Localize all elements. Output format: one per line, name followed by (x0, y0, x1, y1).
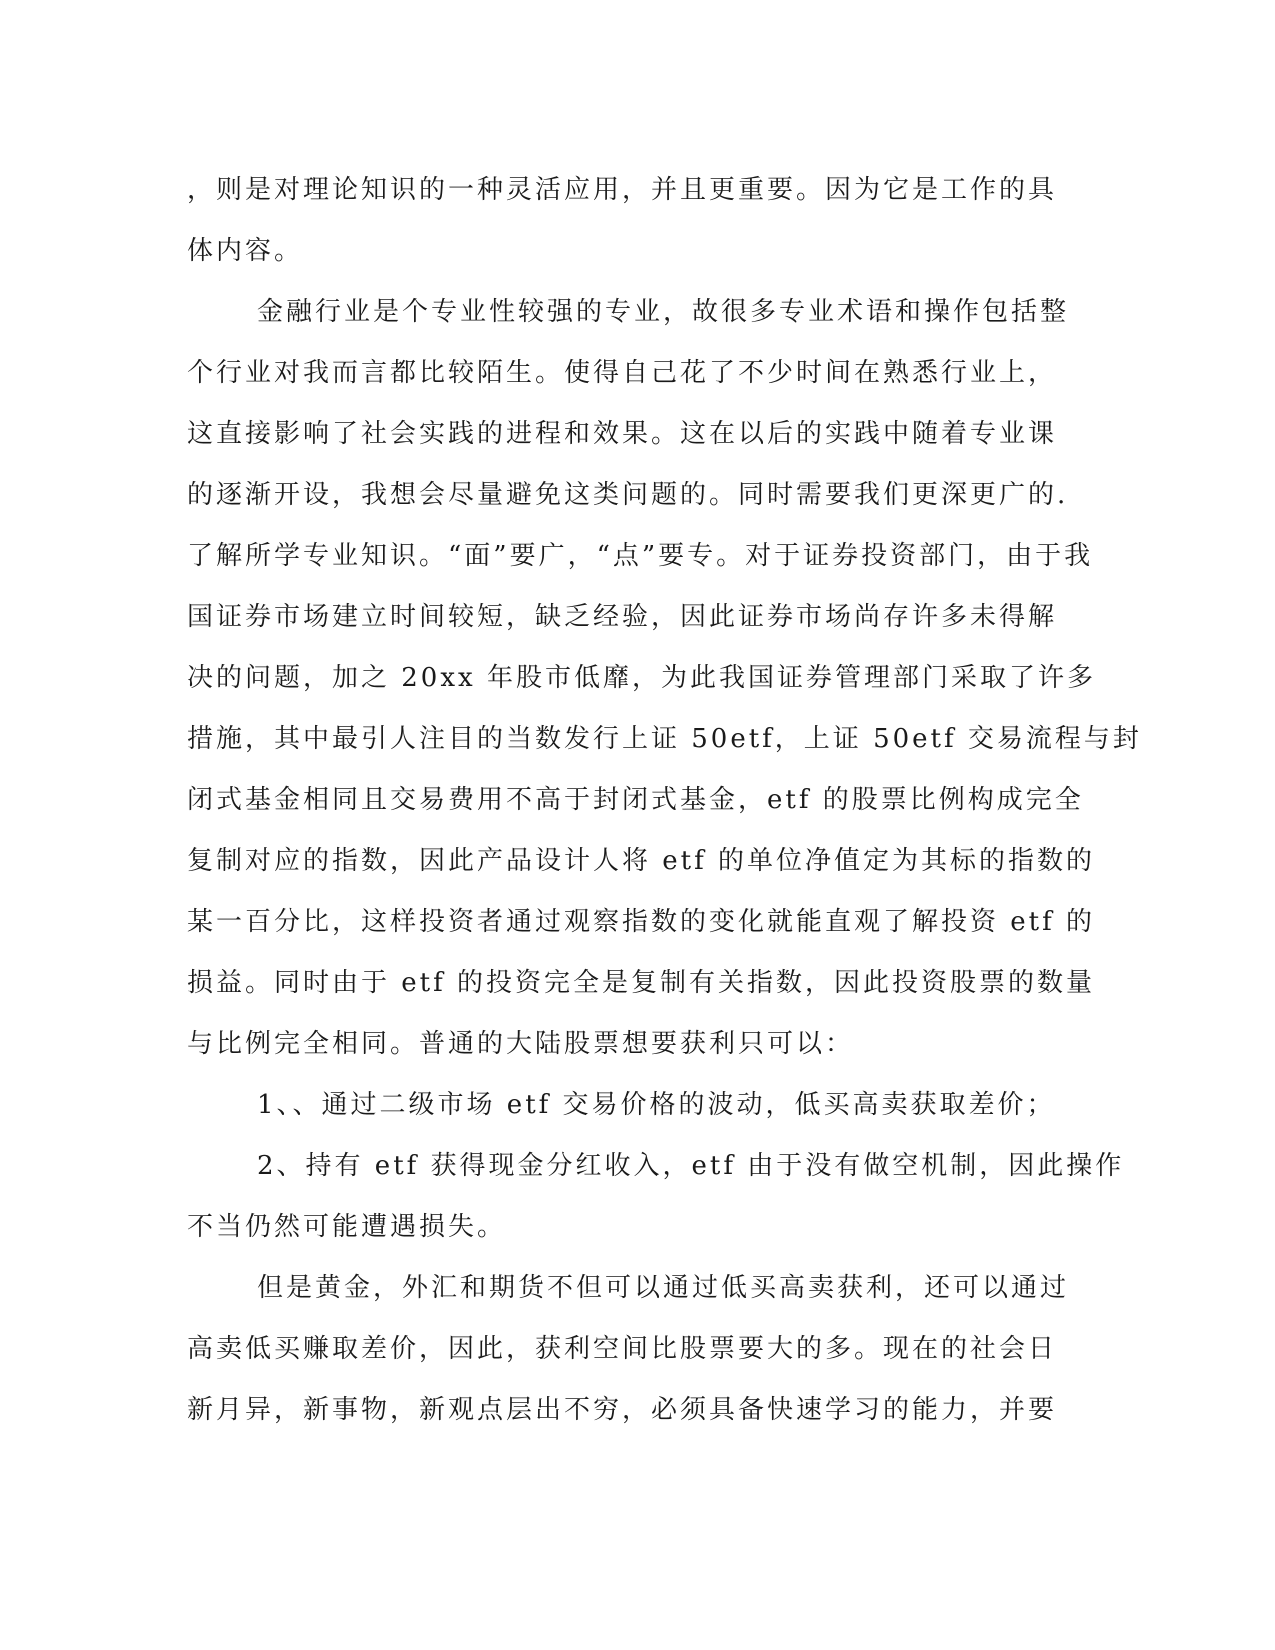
text-line: 决的问题，加之 20xx 年股市低靡，为此我国证券管理部门采取了许多 (187, 663, 1096, 693)
text-line: 体内容。 (187, 236, 304, 266)
text-line: 个行业对我而言都比较陌生。使得自己花了不少时间在熟悉行业上， (187, 358, 1058, 388)
text-line: 不当仍然可能遭遇损失。 (187, 1212, 507, 1242)
text-line: 这直接影响了社会实践的进程和效果。这在以后的实践中随着专业课 (187, 419, 1058, 449)
text-line: 措施，其中最引人注目的当数发行上证 50etf，上证 50etf 交易流程与封 (187, 724, 1142, 754)
text-line: 新月异，新事物，新观点层出不穷，必须具备快速学习的能力，并要 (187, 1395, 1058, 1425)
text-line: 了解所学专业知识。“面”要广，“点”要专。对于证券投资部门，由于我 (187, 541, 1094, 571)
text-line: 闭式基金相同且交易费用不高于封闭式基金，etf 的股票比例构成完全 (187, 785, 1084, 815)
text-line: 高卖低买赚取差价，因此，获利空间比股票要大的多。现在的社会日 (187, 1334, 1058, 1364)
paragraph-start-line: 但是黄金，外汇和期货不但可以通过低买高卖获利，还可以通过 (257, 1273, 1070, 1303)
text-line: 某一百分比，这样投资者通过观察指数的变化就能直观了解投资 etf 的 (187, 907, 1095, 937)
text-line: 复制对应的指数，因此产品设计人将 etf 的单位净值定为其标的指数的 (187, 846, 1095, 876)
text-line: ，则是对理论知识的一种灵活应用，并且更重要。因为它是工作的具 (187, 175, 1058, 205)
paragraph-start-line: 金融行业是个专业性较强的专业，故很多专业术语和操作包括整 (257, 297, 1070, 327)
text-line: 与比例完全相同。普通的大陆股票想要获利只可以： (187, 1029, 855, 1059)
text-line: 国证券市场建立时间较短，缺乏经验，因此证券市场尚存许多未得解 (187, 602, 1058, 632)
list-item-1: 1、、通过二级市场 etf 交易价格的波动，低买高卖获取差价； (257, 1090, 1056, 1120)
document-body (187, 160, 1142, 1441)
list-item-2: 2、持有 etf 获得现金分红收入，etf 由于没有做空机制，因此操作 (257, 1151, 1125, 1181)
text-line: 的逐渐开设，我想会尽量避免这类问题的。同时需要我们更深更广的. (187, 480, 1069, 510)
text-line: 损益。同时由于 etf 的投资完全是复制有关指数，因此投资股票的数量 (187, 968, 1095, 998)
